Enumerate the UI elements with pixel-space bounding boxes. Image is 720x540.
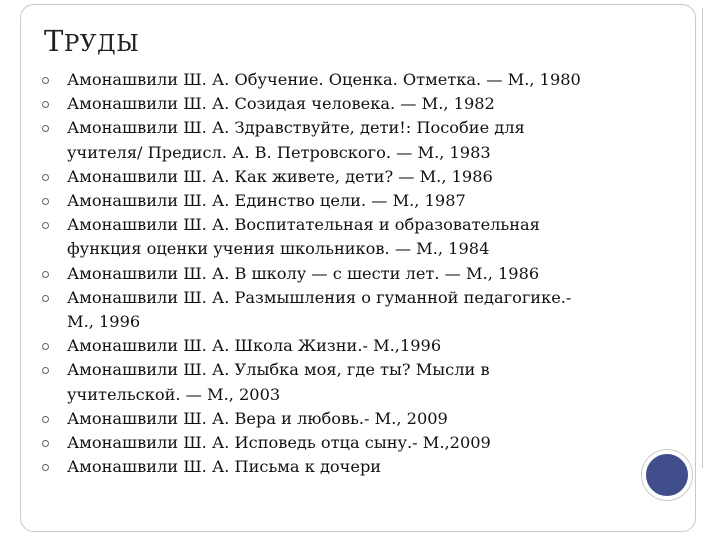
bullet-icon bbox=[42, 271, 49, 278]
list-item-text: Амонашвили Ш. А. Здравствуйте, дети!: Пособие для bbox=[67, 118, 525, 138]
list-item-text: Амонашвили Ш. А. Созидая человека. — М., 1982 bbox=[67, 94, 495, 114]
list-item bbox=[42, 213, 642, 261]
list-item-text: учительской. — М., 2003 bbox=[67, 384, 281, 404]
list-item-text: Амонашвили Ш. А. Единство цели. — М., 1987 bbox=[67, 191, 466, 211]
list-item bbox=[42, 189, 642, 213]
list-item-text: Амонашвили Ш. А. Воспитательная и образовательная bbox=[67, 215, 540, 235]
list-item bbox=[42, 358, 642, 406]
slide-side-line bbox=[702, 8, 703, 468]
list-item-text: Амонашвили Ш. А. Обучение. Оценка. Отметка. — М., 1980 bbox=[67, 70, 581, 89]
bullet-icon bbox=[42, 367, 49, 374]
list-item bbox=[42, 116, 642, 164]
list-item-text: Амонашвили Ш. А. Исповедь отца сыну.- М.,2009 bbox=[67, 433, 491, 453]
bullet-icon bbox=[42, 198, 49, 205]
list-item-text: Амонашвили Ш. А. Вера и любовь.- М., 2009 bbox=[67, 408, 448, 428]
list-item-text: Амонашвили Ш. А. Размышления о гуманной педагогике.- bbox=[67, 287, 572, 307]
bullet-icon bbox=[42, 222, 49, 229]
list-item-text: Амонашвили Ш. А. Письма к дочери bbox=[67, 457, 382, 477]
list-item bbox=[42, 286, 642, 334]
bullet-icon bbox=[42, 174, 49, 181]
list-item bbox=[42, 68, 642, 92]
decorative-circle bbox=[642, 450, 692, 500]
list-item-text: М., 1996 bbox=[67, 312, 141, 332]
works-list bbox=[42, 68, 642, 479]
slide-title-first-letter: Т bbox=[44, 24, 64, 58]
bullet-icon bbox=[42, 101, 49, 108]
list-item-text: Амонашвили Ш. А. Как живете, дети? — М., 1986 bbox=[67, 166, 493, 186]
bullet-icon bbox=[42, 416, 49, 423]
bullet-icon bbox=[42, 343, 49, 350]
list-item bbox=[42, 334, 642, 358]
list-item bbox=[42, 407, 642, 431]
list-item bbox=[42, 455, 642, 479]
slide-title bbox=[44, 24, 139, 58]
list-item-text: функция оценки учения школьников. — М., 1984 bbox=[67, 239, 490, 259]
slide-title-rest: РУДЫ bbox=[63, 31, 140, 57]
list-item bbox=[42, 92, 642, 116]
bullet-icon bbox=[42, 295, 49, 302]
list-item-text: Амонашвили Ш. А. Улыбка моя, где ты? Мысли в bbox=[67, 360, 490, 380]
list-item-text: Амонашвили Ш. А. В школу — с шести лет. — М., 1986 bbox=[67, 263, 540, 283]
list-item-text: Амонашвили Ш. А. Школа Жизни.- М.,1996 bbox=[67, 336, 442, 356]
bullet-icon bbox=[42, 77, 49, 84]
bullet-icon bbox=[42, 464, 49, 471]
bullet-icon bbox=[42, 440, 49, 447]
list-item bbox=[42, 165, 642, 189]
list-item-text: учителя/ Предисл. А. В. Петровского. — М., 1983 bbox=[67, 142, 491, 162]
list-item bbox=[42, 431, 642, 455]
list-item bbox=[42, 262, 642, 286]
bullet-icon bbox=[42, 125, 49, 132]
